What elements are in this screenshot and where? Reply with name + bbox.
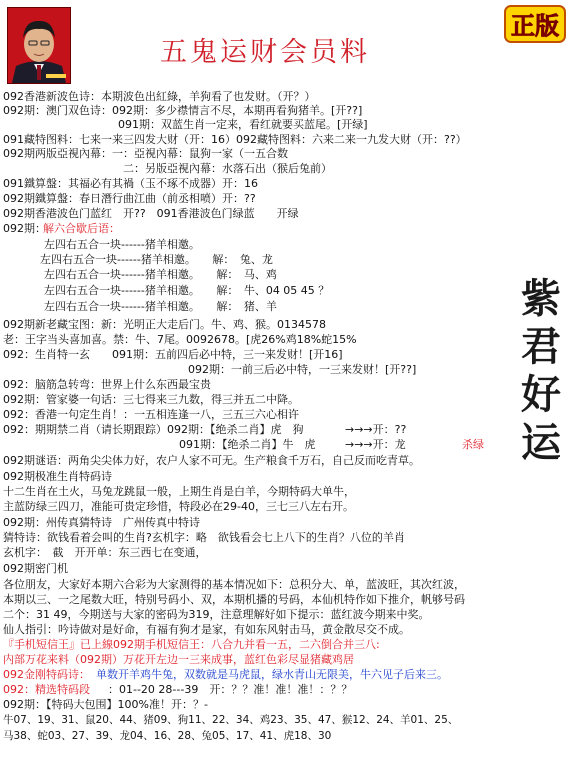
- text-line: 二：另版亞視內幕：水落石出（猴后兔前）: [123, 162, 332, 175]
- text-line: 091藏特图料：七来一来三四发大财（开：16）092藏特图料：六来二来一九发大财（开：??）: [3, 133, 467, 146]
- text-line: 092期密门机: [3, 562, 68, 575]
- text-line: 牛07、19、31、鼠20、44、猪09、狗11、22、34、鸡23、35、47、猴12、24、羊01、25、: [3, 714, 459, 726]
- text-line-red: 092：精选特码段: [3, 683, 90, 696]
- slogan-char-3: 好: [521, 371, 561, 418]
- text-line: 二个：31 49，今期送与大家的密码为319，注意理解好如下提示：蓝红波今期来中奖。: [3, 608, 430, 621]
- text-line: 092期新老藏宝图：新：光明正大走后门。牛、鸡、猴。0134578: [3, 318, 326, 331]
- text-line: 092期谜语：两角尖尖体力好，农户人家不可无。生产粮食千万石，自己反而吃青草。: [3, 454, 420, 467]
- text-line: 092期：一前三后必中特，一三来发财！[开??]: [188, 363, 417, 376]
- text-line: ：01--20 28---39 开：？？准！准！准！：？？: [108, 683, 353, 696]
- text-line: 马38、蛇03、27、39、龙04、16、28、兔05、17、41、虎18、30: [3, 730, 332, 742]
- text-line: →→→开：龙: [345, 438, 406, 451]
- text-line: 十二生肖在土火，马兔龙跳鼠一般，上期生肖是白羊，今期特码大单牛，: [3, 485, 355, 498]
- text-line: 老：王字当头喜加喜。禁：牛、7尾。0092678。[虎26%鸡18%蛇15%: [3, 333, 357, 346]
- text-line: 092期：管家婆一句话：三七得来三九数，得三并五二中降。: [3, 393, 299, 406]
- text-line: →→→开：??: [345, 423, 407, 436]
- text-line: 092期香港波色门蓝红 开?? 091香港波色门绿蓝 开绿: [3, 207, 299, 220]
- text-line: 猜特诗：欲钱看着会叫的生肖?玄机字：略 欲钱看会七上八下的生肖？八位的羊肖: [3, 531, 405, 544]
- text-line: 092：生肖特一玄 091期：五前四后必中特，三一来发财！[开16]: [3, 348, 343, 361]
- text-line: 092期鐵算盤：春日潛行曲江曲（前丞相喷）开：??: [3, 192, 256, 205]
- text-line-red: 『手机短信王』已上線092期手机短信王：八合九并看一五，二六倒合并三八:: [3, 638, 380, 651]
- text-line: 092期：澳门双色诗：092期：多少襟情言不尽，本期再看狗猪羊。[开??]: [3, 104, 363, 117]
- text-line-blue: 单数开羊鸡牛兔，双数就是马虎鼠，绿水青山无限美，牛六见子后来三。: [96, 668, 448, 681]
- text-line: 左四右五合一块------猪羊相邀。 解： 兔、龙: [40, 253, 273, 266]
- text-line: 左四右五合一块------猪羊相邀。 解： 牛、04 05 45 ？: [44, 284, 330, 297]
- slogan-char-4: 运: [521, 419, 561, 466]
- page-title: 五鬼运财会员料: [160, 37, 370, 68]
- text-line: 仙人指引：吟诗做对是好命，有福有狗才是家，有如东风射击马，黄金散尽交不成。: [3, 623, 410, 636]
- text-line: 091期：【绝杀二肖】牛 虎: [179, 438, 316, 451]
- text-line: 092期：: [3, 222, 46, 235]
- slogan-char-1: 紫: [521, 275, 561, 322]
- text-line: 092：期期禁二肖（请长期跟踪）092期：【绝杀二肖】虎 狗: [3, 423, 304, 436]
- text-line: 092期极准生肖特码诗: [3, 470, 112, 483]
- text-line: 各位朋友，大家好本期六合彩为大家测得的基本情况如下：总积分大、单，蓝波旺，其次红波，: [3, 578, 465, 591]
- text-line: 092期两版亞視內幕：一：亞視內幕：鼠狗一家（一五合数: [3, 147, 288, 160]
- text-line: 左四右五合一块------猪羊相邀。: [44, 238, 200, 251]
- text-line: 092期：州传真猜特诗 广州传真中特诗: [3, 516, 200, 529]
- slogan-char-2: 君: [521, 323, 561, 370]
- text-line: 092香港新波色诗：本期波色出紅綠，羊狗看了也发财。（开？）: [3, 90, 316, 103]
- text-line: 玄机字： 截 开开单：东三西七在变通，: [3, 546, 207, 559]
- badge-text: 正版: [511, 12, 559, 40]
- side-slogan: [512, 266, 570, 466]
- text-line: 092期：【特码大包围】100%准！开：？-: [3, 698, 208, 711]
- text-line: 左四右五合一块------猪羊相邀。 解： 马、鸡: [44, 268, 277, 281]
- text-line: 左四右五合一块------猪羊相邀。 解： 猪、羊: [44, 300, 277, 313]
- genuine-badge: [499, 0, 569, 46]
- text-line-red: 杀绿: [462, 438, 484, 451]
- text-line: 主蓝防绿三四刀，准能可贵定珍惜，特段必在29-40，三七三八左右开。: [3, 500, 354, 513]
- text-line: 091期：双蓝生肖一定来，看红就要买蓝尾。[开绿]: [118, 118, 368, 131]
- text-line: 092：脑筋急转弯：世界上什么东西最宝贵: [3, 378, 211, 391]
- text-line: 本期以三、一之尾数大旺，特别号码小、双，本期机播的号码，本仙机特作如下推介，帆够号码: [3, 593, 465, 606]
- text-line-heading: 解六合歇后语：: [43, 222, 120, 235]
- text-line-red: 092金刚特码诗：: [3, 668, 90, 681]
- person-photo: [7, 7, 71, 84]
- text-line-red: 内部万花来料（092期）万花开左边一三来成事，蓝红色彩尽显猪藏鸡居: [3, 653, 354, 666]
- text-line: 092：香港一句定生肖！：一五相连逢一八，三五三六心相许: [3, 408, 299, 421]
- text-line: 091鐵算盤：其福必有其禍（玉不琢不成器）开：16: [3, 177, 258, 190]
